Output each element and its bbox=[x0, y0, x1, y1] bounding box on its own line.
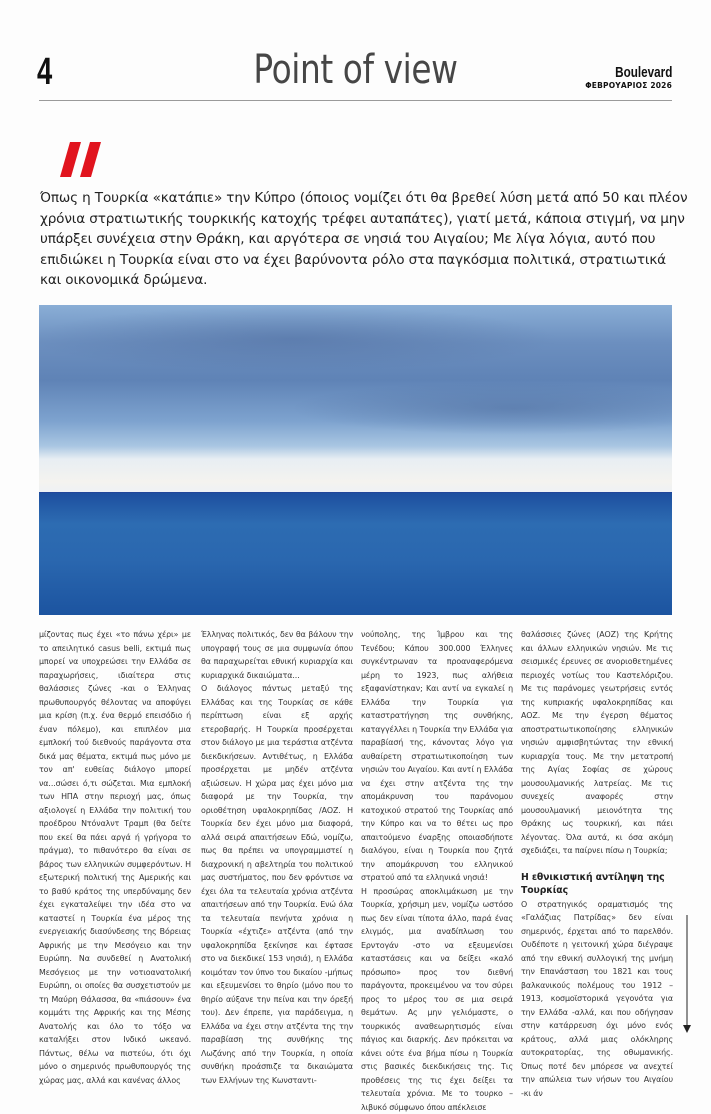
paragraph: Ο στρατηγικός οραματισμός της «Γαλάζιας Πατρίδας» δεν είναι σημερινός, έρχεται από το παρελθόν. Ουδέποτε η γειτονική χώρα διέγραψε από την εθνική συλλογική της μνήμη την Επανάσταση του 1821 και τους βαλκανικούς πολέμους του 1912 – 1913, κοσμοϊστορικά γεγονότα για την Ελλάδα -αλλά, και που οδήγησαν στην κατάρρευση όχι μόνο ενός κράτους, αλλά μιας ολόκληρης αυτοκρατορίας, της οθωμανικής. Όπως ποτέ δεν μπόρεσε να ανεχτεί την απώλεια των νήσων του Αιγαίου -κι άν bbox=[521, 898, 673, 1101]
page-number: 4 bbox=[37, 52, 52, 92]
down-arrow-icon bbox=[683, 915, 691, 1033]
pull-quote: Όπως η Τουρκία «κατάπιε» την Κύπρο (όποιος νομίζει ότι θα βρεθεί λύση μετά από 50 και πλέον χρόνια στρατιωτικής τουρκικής κατοχής τρέφει αυταπάτες), γιατί μετά, κάποια στιγμή, να μην υπάρξει συνέχεια στην Θράκη, και αργότερα σε νησιά του Αιγαίου; Με λίγα λόγια, αυτό που επιδιώκει η Τουρκία είναι στο να έχει βαρύνοντα ρόλο στα παγκόσμια πολιτικά, στρατιωτικά και οικονομικά δρώμενα. bbox=[40, 188, 690, 291]
paragraph: Έλληνας πολιτικός, δεν θα βάλουν την υπογραφή τους σε μια συμφωνία όπου θα παραχωρείται εθνική κυριαρχία και κυριαρχικά δικαιώματα... bbox=[201, 628, 353, 682]
article-column-2 bbox=[201, 628, 353, 1087]
article-photo-sea-horizon bbox=[39, 305, 672, 615]
paragraph: μίζοντας πως έχει «το πάνω χέρι» με το απειλητικό casus belli, εκτιμά πως μπορεί να υποχρεώσει την Ελλάδα σε παραχωρήσεις, ιδιαίτερα στις θαλάσσιες ζώνες -και ο Έλληνας πρωθυπουργός θέλοντας να αποφύγει μια κρίση (π.χ. ένα θερμό επεισόδιο ή έναν πόλεμο), και επιπλέον μια εμπλοκή τού διεθνούς παράγοντα στα δικά μας θέματα, εκτιμά πως μόνο με τον απ' ευθείας διάλογο μπορεί να...σώσει ό,τι σώζεται. Μια εμπλοκή των ΗΠΑ στην περιοχή μας, όπως αξιολογεί η Ελλάδα την πολιτική του προέδρου Ντόναλντ Τραμπ (θα δείτε που εκεί θα πάει αργά ή γρήγορα το πράγμα), το πιθανότερο θα είναι σε βάρος των ελληνικών συμφερόντων. Η εξωτερική πολιτική της Αμερικής και το βαθύ κράτος της υπερδύναμης δεν έχει εγκαταλείψει την ιδέα στο να καταστεί η Τουρκία ένα μέρος της ενεργειακής διασύνδεσης της Βόρειας Αφρικής με την Μεσόγειο και την Ευρώπη. Να συνδεθεί η Ανατολική Μεσόγειος με την νοτιοανατολική Ευρώπη, οι οποίες θα συσχετιστούν με τη Μαύρη Θάλασσα, θα «πιάσουν» ένα κομμάτι της Αφρικής και της Μέσης Ανατολής και όλο το τόξο να καταλήξει στον Ινδικό ωκεανό. Πάντως, θέλω να πιστεύω, ότι όχι μόνο ο σημερινός πρωθυπουργός της χώρας μας, αλλά και κανένας άλλος bbox=[39, 628, 191, 1087]
header-divider bbox=[39, 100, 672, 101]
photo-sea bbox=[39, 493, 672, 615]
article-subheading: Η εθνικιστική αντίληψη της Τουρκίας bbox=[521, 871, 673, 898]
quotation-mark-icon bbox=[60, 140, 110, 180]
article-column-3 bbox=[361, 628, 513, 1114]
issue-date: ΦΕΒΡΟΥΑΡΙΟΣ 2026 bbox=[585, 81, 672, 91]
photo-sky bbox=[39, 305, 672, 493]
section-title-text: Point of view bbox=[253, 46, 457, 94]
paragraph: Η προσώρας αποκλιμάκωση με την Τουρκία, χρήσιμη μεν, νομίζω ωστόσο πως δεν είναι τίποτα άλλο, παρά ένας ελιγμός, μια αναδίπλωση του Ερντογάν -στο να εξευμενίσει καταστάσεις και να δείξει «καλό πρόσωπο» προς τον διεθνή παράγοντα, προκειμένου να τον σύρει προς το μέρος του σε μια σειρά θεμάτων. Ας μην γελιόμαστε, ο τουρκικός αναθεωρητισμός είναι πάγιος και διαρκής. Δεν πρόκειται να κάνει ούτε ένα βήμα πίσω η Τουρκία στις βασικές διεκδικήσεις της. Τις προθέσεις της τις έχει δείξει τα τελευταία χρόνια. Με το τουρκο – λιβυκό σύμφωνο όπου απέκλεισε bbox=[361, 885, 513, 1114]
publication-masthead bbox=[585, 62, 672, 91]
article-column-4 bbox=[521, 628, 673, 1100]
article-column-1 bbox=[39, 628, 191, 1087]
paragraph: θαλάσσιες ζώνες (ΑΟΖ) της Κρήτης και άλλων ελληνικών νησιών. Με τις σεισμικές έρευνες σε ανοριοθετημένες περιοχές νοτίως του Καστελόριζου. Με τις παράνομες γεωτρήσεις εντός της κυπριακής υφαλοκρηπίδας και ΑΟΖ. Με την έγερση θέματος αποστρατιωτικοποίησης ελληνικών νησιών αμφισβητώντας την εθνική κυριαρχία τους. Με την μετατροπή της Αγίας Σοφίας σε χώρους μουσουλμανικής λατρείας. Με τις συνεχείς αναφορές στην μουσουλμανική μειονότητα της Θράκης ως τουρκική, και πάει λέγοντας. Όλα αυτά, κι όσα ακόμη σχεδιάζει, τα παίρνει πίσω η Τουρκία; bbox=[521, 628, 673, 858]
article-body bbox=[39, 628, 672, 1048]
paragraph: Ο διάλογος πάντως μεταξύ της Ελλάδας και της Τουρκίας σε κάθε περίπτωση είναι εξ αρχής ετεροβαρής. Η Τουρκία προσέρχεται στον διάλογο με μια τεράστια ατζέντα διεκδικήσεων. Αντιθέτως, η Ελλάδα προσέρχεται με μηδέν ατζέντα αξιώσεων. Η χώρα μας έχει μόνο μια διαφορά με την Τουρκία, την οριοθέτηση υφαλοκρηπίδας /ΑΟΖ. Η Τουρκία δεν έχει μόνο μια διαφορά, αλλά σειρά απαιτήσεων Εδώ, νομίζω, πως θα πρέπει να υπογραμμιστεί η διαχρονική η αβελτηρία του πολιτικού μας συστήματος, που δεν φρόντισε να έχει όλα τα τελευταία χρόνια ατζέντα απαιτήσεων από την Τουρκία. Ενώ όλα τα τελευταία πενήντα χρόνια η Τουρκία «έχτιζε» ατζέντα (από την υφαλοκρηπίδα ξεκίνησε και έφτασε στο να διεκδικεί 153 νησιά), η Ελλάδα κοιμόταν τον ύπνο του δικαίου -μήπως και εξευμενίσει το θηρίο (μόνο που το θηρίο αύξανε την πείνα και την όρεξή του). Δεν έπρεπε, για παράδειγμα, η Ελλάδα να έχει στην ατζέντα της την παραβίαση της συνθήκης της Λωζάνης από την Τουρκία, η οποία συνθήκη προάσπιζε τα δικαιώματα των Ελλήνων της Κωνσταντι- bbox=[201, 682, 353, 1087]
brand-name: Boulevard bbox=[615, 65, 672, 80]
paragraph: νούπολης, της Ίμβρου και της Τενέδου; Κάπου 300.000 Έλληνες συγκέντρωναν τα προαναφερόμενα μέρη το 1923, πως αλήθεια εξαφανίστηκαν; Και αντί να εγκαλεί η Ελλάδα την Τουρκία για καταστρατήγηση της συνθήκης, καταγγέλλει η Τουρκία την Ελλάδα για παραβίασή της, κάνοντας λόγο για αυθαίρετη στρατιωτικοποίηση των νησιών του Αιγαίου. Και αντί η Ελλάδα να έχει στην ατζέντα της την απομάκρυνση του παράνομου κατοχικού στρατού της Τουρκίας από την Κύπρο και να το θέτει ως προ απαιτούμενο έναρξης οποιασδήποτε διαλόγου, είναι η Τουρκία που ζητά την απομάκρυνση του ελληνικού στρατού από τα ελληνικά νησιά! bbox=[361, 628, 513, 885]
